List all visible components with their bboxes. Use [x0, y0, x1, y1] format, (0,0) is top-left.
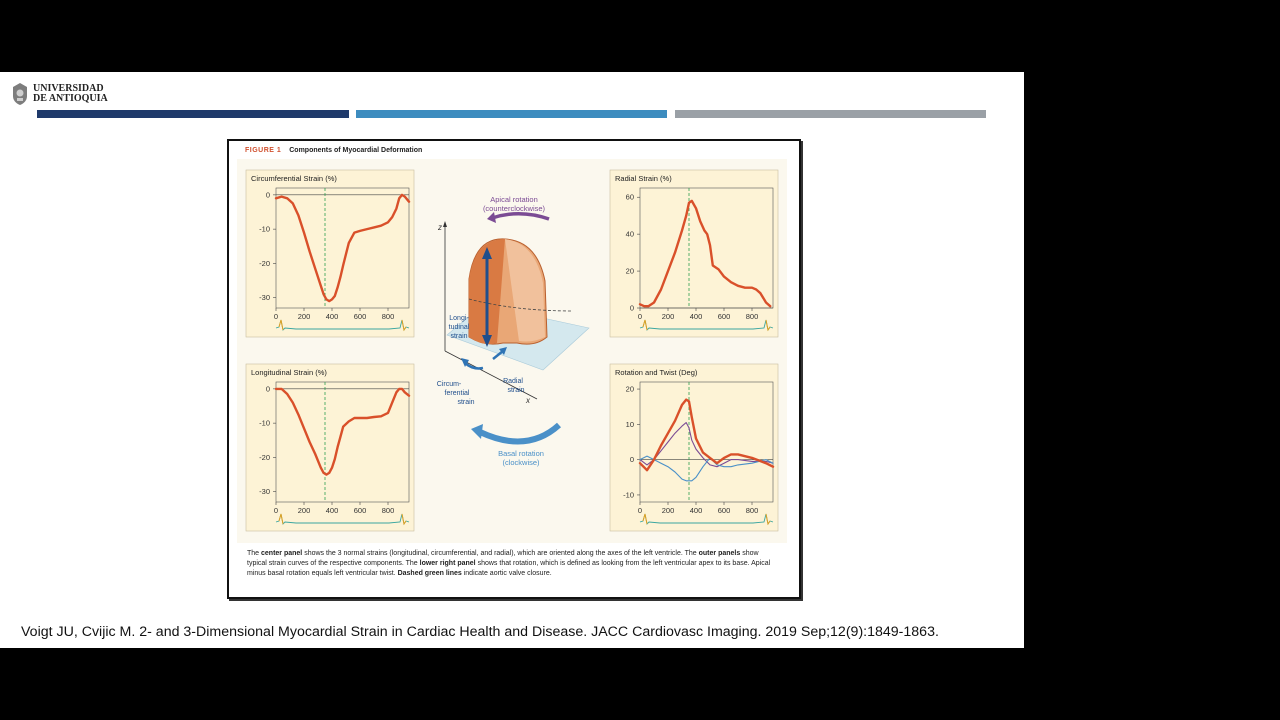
circumferential-strain-panel — [246, 170, 414, 337]
caption-bold-2: outer panels — [698, 550, 741, 557]
circumferential-strain-xtick-label: 0 — [273, 312, 279, 321]
longitudinal-strain-ytick-label: 0 — [265, 384, 270, 394]
longitudinal-strain-panel — [246, 364, 414, 531]
radial-strain-ytick-label: 40 — [625, 229, 634, 239]
rotation-twist-xtick-label: 0 — [637, 506, 643, 515]
caption-bold-1: center panel — [261, 550, 303, 557]
radial-strain-ytick-label: 20 — [625, 266, 634, 276]
radial-label-1: Radial — [503, 378, 523, 385]
rotation-twist-ytick-label: 20 — [625, 384, 634, 394]
radial-label-2: strain — [507, 387, 525, 394]
basal-rotation-group — [471, 424, 559, 467]
z-axis-label: z — [438, 223, 442, 232]
radial-strain-xtick-label: 400 — [689, 312, 703, 321]
logo-line-1: UNIVERSIDAD — [33, 83, 104, 94]
caption-bold-4: Dashed green lines — [397, 570, 462, 577]
apical-rotation-arrowhead — [487, 212, 496, 223]
radial-strain-xtick-label: 200 — [661, 312, 675, 321]
longitudinal-label-2: tudinal — [448, 324, 470, 331]
circumferential-label-3: strain — [457, 399, 475, 406]
radial-strain-xtick-label: 600 — [717, 312, 731, 321]
apical-rotation-label-1: Apical rotation — [490, 195, 538, 204]
longitudinal-strain-title: Longitudinal Strain (%) — [251, 368, 327, 377]
circumferential-strain-xtick-label: 400 — [325, 312, 339, 321]
radial-strain-panel — [610, 170, 778, 337]
basal-rotation-label-1: Basal rotation — [498, 449, 544, 458]
figure-body — [237, 159, 787, 543]
figure-caption — [247, 549, 777, 579]
rotation-twist-ytick-label: 0 — [629, 455, 634, 465]
header-bar-navy — [37, 110, 349, 118]
rotation-twist-ytick-label: 10 — [625, 419, 634, 429]
university-logo — [11, 80, 108, 108]
longitudinal-label-3: strain — [450, 333, 468, 340]
header-bar-gray — [675, 110, 986, 118]
radial-strain-ytick-label: 0 — [629, 303, 634, 313]
radial-strain-ytick-label: 60 — [625, 192, 634, 202]
x-axis-label: x — [526, 396, 530, 405]
circumferential-strain-ytick-label: -30 — [259, 293, 270, 303]
longitudinal-strain-ytick-label: -30 — [259, 487, 270, 497]
circumferential-label-2: ferential — [444, 390, 470, 397]
circumferential-strain-xtick-label: 800 — [381, 312, 395, 321]
figure-title: Components of Myocardial Deformation — [289, 147, 423, 154]
longitudinal-label-1: Longi- — [449, 315, 469, 322]
figure-graphics — [237, 159, 787, 543]
basal-rotation-label-2: (clockwise) — [502, 458, 540, 467]
longitudinal-strain-xtick-label: 400 — [325, 506, 339, 515]
longitudinal-strain-xtick-label: 200 — [297, 506, 311, 515]
caption-text-4: shows that rotation, which is defined as looking from the left ventricular apex to its base. Apical minus basal rotation equals left ventricular twist. — [247, 560, 771, 577]
rotation-twist-title: Rotation and Twist (Deg) — [615, 368, 698, 377]
rotation-twist-panel — [610, 364, 778, 531]
header-bar-blue — [356, 110, 667, 118]
figure-header — [245, 147, 422, 154]
apical-rotation-arrow — [492, 214, 549, 219]
figure — [227, 139, 801, 599]
rotation-twist-xtick-label: 400 — [689, 506, 703, 515]
apical-rotation-group — [483, 195, 549, 223]
circumferential-strain-title: Circumferential Strain (%) — [251, 174, 337, 183]
radial-strain-xtick-label: 0 — [637, 312, 643, 321]
caption-text-3: show typical strain curves of the respective components. The — [247, 550, 759, 567]
rotation-twist-xtick-label: 200 — [661, 506, 675, 515]
circumferential-strain-ytick-label: -20 — [259, 258, 270, 268]
apical-rotation-label-2: (counterclockwise) — [482, 204, 546, 213]
logo-line-2: DE ANTIOQUIA — [33, 93, 108, 104]
slide — [0, 72, 1024, 648]
longitudinal-strain-xtick-label: 0 — [273, 506, 279, 515]
university-seal-icon — [11, 82, 29, 106]
circumferential-strain-xtick-label: 200 — [297, 312, 311, 321]
caption-text-2: shows the 3 normal strains (longitudinal, circumferential, and radial), which are oriented along the axes of the left ventricle. The — [302, 550, 699, 557]
circumferential-label-1: Circum- — [436, 381, 462, 388]
circumferential-strain-xtick-label: 600 — [353, 312, 367, 321]
rotation-twist-ytick-label: -10 — [623, 490, 634, 500]
figure-label: FIGURE 1 — [245, 147, 282, 154]
longitudinal-strain-xtick-label: 800 — [381, 506, 395, 515]
caption-text-1: The — [247, 550, 262, 557]
radial-strain-title: Radial Strain (%) — [615, 174, 672, 183]
circumferential-strain-ytick-label: -10 — [259, 224, 270, 234]
caption-bold-3: lower right panel — [419, 560, 476, 567]
basal-rotation-arrowhead — [471, 424, 483, 439]
basal-rotation-arrow — [480, 425, 559, 441]
radial-strain-xtick-label: 800 — [745, 312, 759, 321]
rotation-twist-xtick-label: 600 — [717, 506, 731, 515]
citation: Voigt JU, Cvijic M. 2- and 3-Dimensional Myocardial Strain in Cardiac Health and Disease. JACC Cardiovasc Imaging. 2019 Sep;12(9):1849-1863. — [21, 624, 939, 640]
longitudinal-strain-ytick-label: -10 — [259, 418, 270, 428]
longitudinal-strain-xtick-label: 600 — [353, 506, 367, 515]
longitudinal-strain-ytick-label: -20 — [259, 452, 270, 462]
caption-text-5: indicate aortic valve closure. — [461, 570, 552, 577]
circumferential-strain-ytick-label: 0 — [265, 190, 270, 200]
rotation-twist-xtick-label: 800 — [745, 506, 759, 515]
